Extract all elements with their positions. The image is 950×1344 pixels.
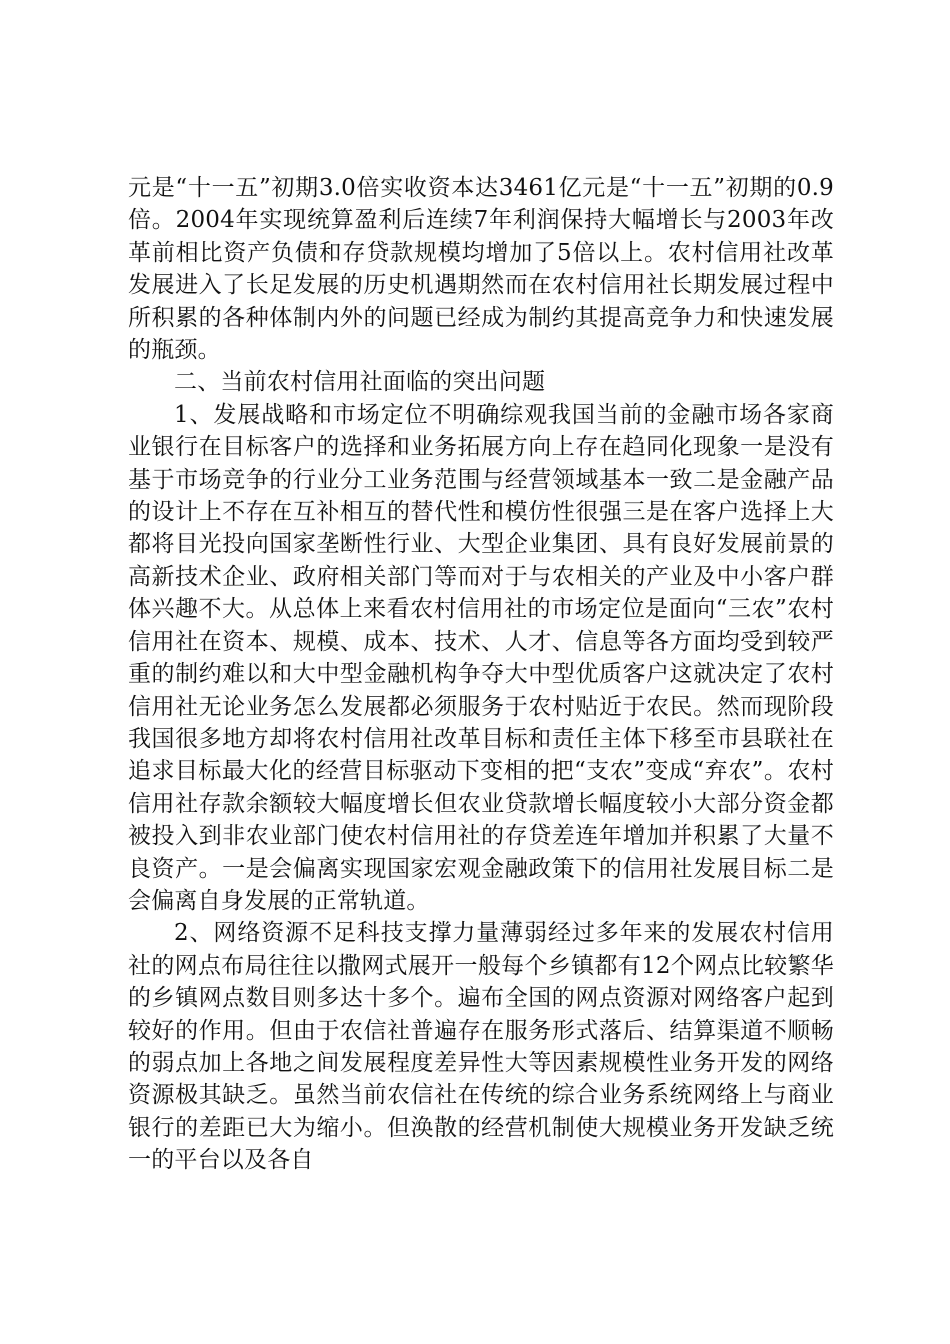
paragraph-item-2: 2、网络资源不足科技支撑力量薄弱经过多年来的发展农村信用社的网点布局往往以撒网式展开一般每个乡镇都有12个网点比较繁华的乡镇网点数目则多达十多个。遍布全国的网点资源对网络客户起到较好的作用。但由于农信社普遍存在服务形式落后、结算渠道不顺畅的弱点加上各地之间发展程度差异性大等因素规模性业务开发的网络资源极其缺乏。虽然当前农信社在传统的综合业务系统网络上与商业银行的差距已大为缩小。但涣散的经营机制使大规模业务开发缺乏统一的平台以及各自 (128, 920, 834, 1174)
document-body (128, 172, 834, 1177)
paragraph-intro-continuation: 元是“十一五”初期3.0倍实收资本达3461亿元是“十一五”初期的0.9倍。2004年实现统算盈利后连续7年利润保持大幅增长与2003年改革前相比资产负债和存贷款规模均增加了5倍以上。农村信用社改革发展进入了长足发展的历史机遇期然而在农村信用社长期发展过程中所积累的各种体制内外的问题已经成为制约其提高竞争力和快速发展的瓶颈。 (128, 175, 834, 364)
paragraph-item-1: 1、发展战略和市场定位不明确综观我国当前的金融市场各家商业银行在目标客户的选择和业务拓展方向上存在趋同化现象一是没有基于市场竞争的行业分工业务范围与经营领域基本一致二是金融产品的设计上不存在互补相互的替代性和模仿性很强三是在客户选择上大都将目光投向国家垄断性行业、大型企业集团、具有良好发展前景的高新技术企业、政府相关部门等而对于与农相关的产业及中小客户群体兴趣不大。从总体上来看农村信用社的市场定位是面向“三农”农村信用社在资本、规模、成本、技术、人才、信息等各方面均受到较严重的制约难以和大中型金融机构争夺大中型优质客户这就决定了农村信用社无论业务怎么发展都必须服务于农村贴近于农民。然而现阶段我国很多地方却将农村信用社改革目标和责任主体下移至市县联社在追求目标最大化的经营目标驱动下变相的把“支农”变成“弃农”。农村信用社存款余额较大幅度增长但农业贷款增长幅度较小大部分资金都被投入到非农业部门使农村信用社的存贷差连年增加并积累了大量不良资产。一是会偏离实现国家宏观金融政策下的信用社发展目标二是会偏离自身发展的正常轨道。 (128, 401, 834, 914)
section-heading: 二、当前农村信用社面临的突出问题 (174, 369, 546, 396)
